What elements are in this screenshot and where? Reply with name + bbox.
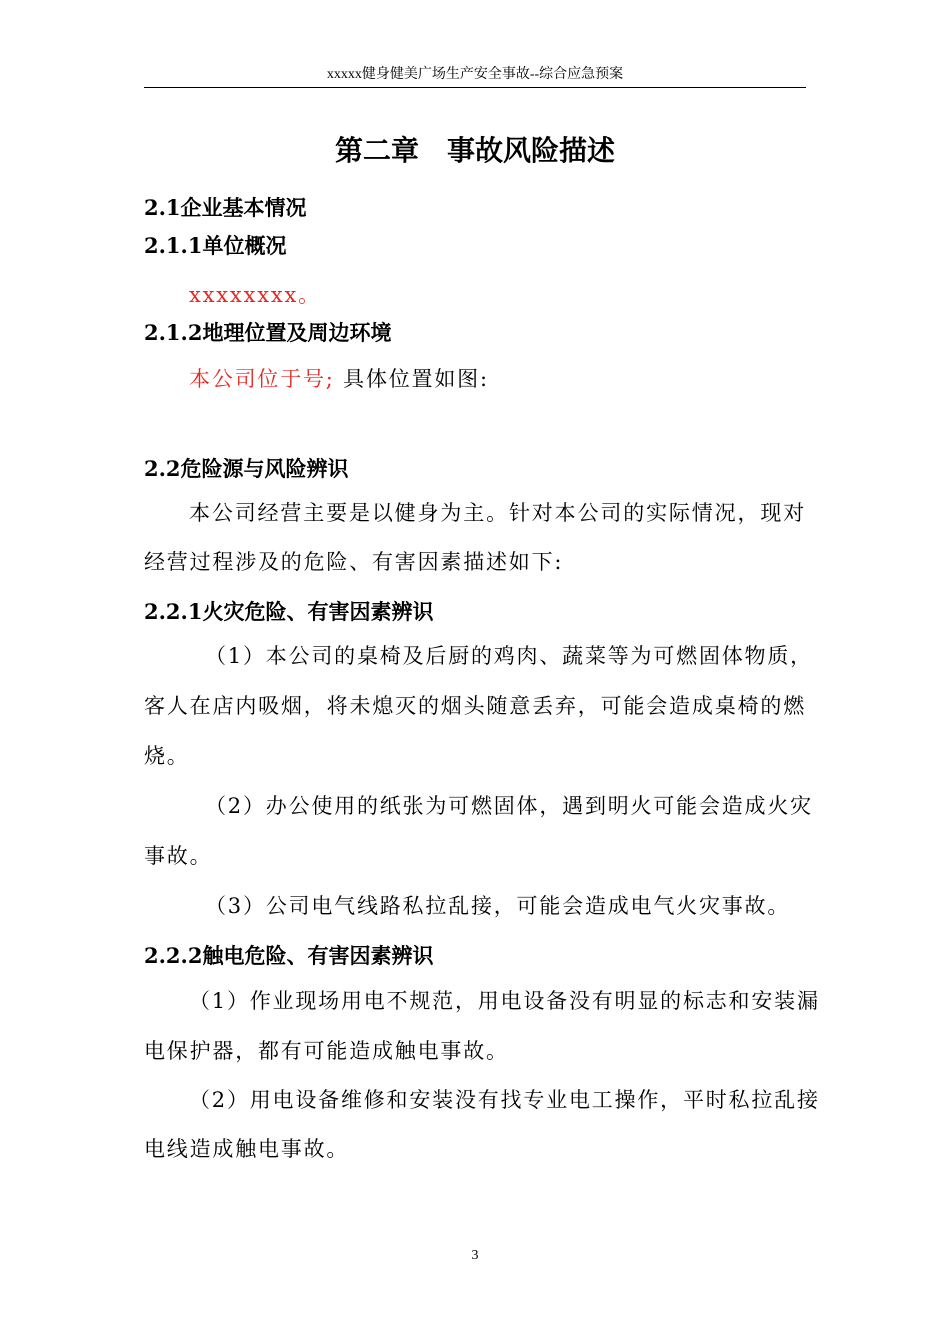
hazard-intro-line-1: 本公司经营主要是以健身为主。针对本公司的实际情况，现对 (189, 501, 806, 525)
fire-item-2-line-2: 事故。 (144, 844, 213, 868)
section-heading-2-2-2: 2.2.2触电危险、有害因素辨识 (144, 943, 434, 968)
unit-overview-text: xxxxxxxx。 (189, 283, 321, 307)
location-paragraph (189, 364, 851, 394)
section-heading-2-2-1: 2.2.1火灾危险、有害因素辨识 (144, 599, 434, 624)
location-figure-text: 具体位置如图: (334, 367, 489, 391)
electric-item-1-line-2: 电保护器，都有可能造成触电事故。 (144, 1039, 509, 1063)
fire-item-3-line-1: （3）公司电气线路私拉乱接，可能会造成电气火灾事故。 (205, 894, 791, 918)
electric-item-2-line-2: 电线造成触电事故。 (144, 1137, 350, 1161)
fire-item-1-line-2: 客人在店内吸烟，将未熄灭的烟头随意丢弃，可能会造成桌椅的燃 (144, 694, 806, 718)
electric-item-2-line-1: （2）用电设备维修和安装没有找专业电工操作，平时私拉乱接 (189, 1088, 820, 1112)
chapter-title: 第二章 事故风险描述 (334, 134, 615, 167)
section-heading-2-2: 2.2危险源与风险辨识 (144, 456, 349, 481)
location-address-text: 本公司位于号; (189, 367, 335, 391)
electric-item-1-line-1: （1）作业现场用电不规范，用电设备没有明显的标志和安装漏 (189, 989, 820, 1013)
header-rule (144, 87, 806, 88)
fire-item-2-line-1: （2）办公使用的纸张为可燃固体，遇到明火可能会造成火灾 (205, 794, 813, 818)
running-header: xxxxx健身健美广场生产安全事故--综合应急预案 (326, 67, 624, 82)
page-number: 3 (471, 1248, 479, 1263)
section-heading-2-1-2: 2.1.2地理位置及周边环境 (144, 320, 392, 345)
hazard-intro-line-2: 经营过程涉及的危险、有害因素描述如下: (144, 550, 564, 574)
fire-item-1-line-1: （1）本公司的桌椅及后厨的鸡肉、蔬菜等为可燃固体物质， (205, 644, 813, 668)
section-heading-2-1: 2.1企业基本情况 (144, 195, 307, 220)
section-heading-2-1-1: 2.1.1单位概况 (144, 233, 287, 258)
fire-item-1-line-3: 烧。 (144, 744, 190, 768)
